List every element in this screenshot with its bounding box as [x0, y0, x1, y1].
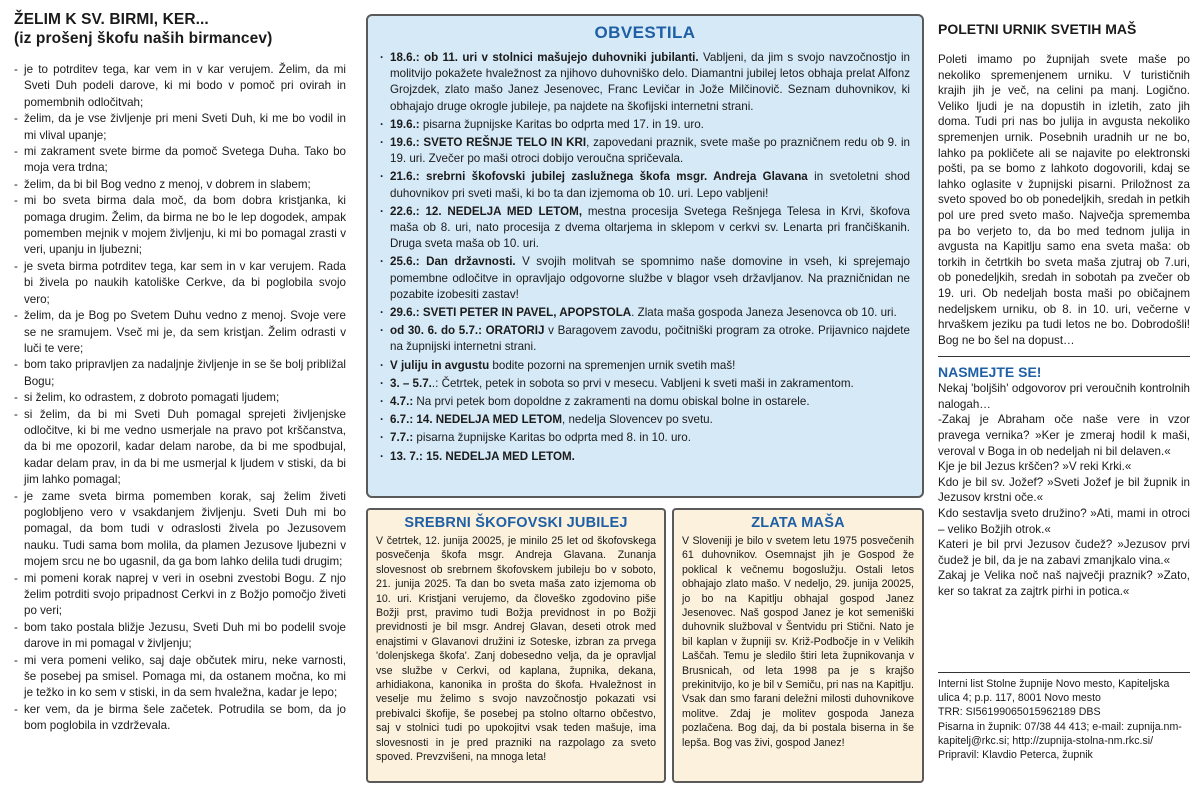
notice-item — [380, 135, 910, 167]
jubilee-box — [366, 508, 666, 783]
summer-schedule-title: POLETNI URNIK SVETIH MAŠ — [938, 21, 1137, 37]
notice-item — [380, 323, 910, 355]
list-item: - mi bo sveta birma dala moč, da bom dobra kristjanka, ki pomaga drugim. Želim, da birma ne bo le lep dogodek, ampak pomemben mejnik v mojem življenju, ki mi bo pomagal zrasti v veri, upanju in ljubezni; — [14, 193, 346, 259]
list-item: - mi pomeni korak naprej v veri in osebni zvestobi Bogu. Z njo želim potrditi svojo pripadnost Cerkvi in z Božjo pomočjo živeti po veri; — [14, 571, 346, 620]
notice-item-bold: 4.7.: — [390, 395, 414, 409]
notice-item-text: bodite pozorni na spremenjen urnik svetih maš! — [489, 358, 736, 372]
joke-line: Kdo sestavlja sveto družino? »Ati, mami in otroci – veliko Božjih otrok.« — [938, 507, 1190, 536]
notice-item-text: pisarna župnijske Karitas bo odprta med 8. in 10. uro. — [413, 431, 691, 445]
notice-item — [380, 254, 910, 303]
notice-item — [380, 117, 910, 133]
notice-item — [380, 305, 910, 321]
impressum-contact: Pisarna in župnik: 07/38 44 413; e-mail: zupnija.nm-kapitelj@rkc.si; http://zupnija-stolna-nm.rkc.si/ — [938, 720, 1182, 747]
notice-item — [380, 50, 910, 115]
notice-item-bold: 18.6.: ob 11. uri v stolnici mašujejo duhovniki jubilanti. — [390, 51, 699, 64]
notice-item — [380, 394, 910, 410]
birmanci-title: ŽELIM K SV. BIRMI, KER... — [14, 11, 209, 28]
impressum-publisher: Interni list Stolne župnije Novo mesto, Kapiteljska ulica 4; p.p. 117, 8001 Novo mesto — [938, 678, 1170, 705]
notice-item-text: in svetoletni shod duhovnikov pri sveti maši, ki bo ta dan izjemoma ob 10. uri. Lepo vabljeni! — [390, 170, 910, 200]
notice-item-text: . Zlata maša gospoda Janeza Jesenovca ob 10. uri. — [631, 306, 897, 320]
notice-item-text: Vabljeni, da jim s svojo navzočnostjo in molitvijo pokažete hvaležnost za njihovo duhovniško delo. Diamantni jubilej letos obhaja prelat Alfonz Grojzdek, zlato mašo Janez Jesenovec, Franc Levičar in Jože Milčinovič. Seznam duhovnikov, ki obhajajo druge okrogle jubileje, pa najdete na škofijski internetni strani. — [390, 51, 910, 113]
notice-item — [380, 376, 910, 392]
notice-item-text: V svojih molitvah se spomnimo naše domovine in vseh, ki sprejemajo pomembne odločitve in opravljajo odgovorne službe v blagor vseh državljanov. Na prazničnidan ne pozabite izobesiti zastav! — [390, 255, 910, 301]
notice-item — [380, 358, 910, 374]
notice-item-bold: od 30. 6. do 5.7.: ORATORIJ — [390, 324, 545, 338]
notice-item-bold: 6.7.: 14. NEDELJA MED LETOM — [390, 413, 563, 427]
list-item: - želim, da je vse življenje pri meni Sveti Duh, ki me bo vodil in mi vlival upanje; — [14, 111, 346, 144]
notice-item — [380, 169, 910, 201]
list-item: - bom tako postala bližje Jezusu, Sveti Duh mi bo podelil svoje darove in mi pomagal v življenju; — [14, 620, 346, 653]
list-item: - želim, da bi bil Bog vedno z menoj, v dobrem in slabem; — [14, 177, 346, 193]
notice-item — [380, 204, 910, 253]
golden-mass-box — [672, 508, 924, 783]
notices-column — [366, 14, 924, 498]
birmanci-column — [14, 10, 346, 735]
list-item: - si želim, ko odrastem, z dobroto pomagati ljudem; — [14, 390, 346, 406]
list-item: - želim, da je Bog po Svetem Duhu vedno z menoj. Svoje vere se ne sramujem. Vseč mi je, da sem kristjan. Želim odrasti v luči te vere; — [14, 308, 346, 357]
impressum — [938, 672, 1190, 762]
notice-item-text: .: Četrtek, petek in sobota so prvi v mesecu. Vabljeni k sveti maši in zakramentom. — [431, 376, 854, 390]
notice-item-bold: 7.7.: — [390, 431, 414, 445]
notice-item-bold: 19.6.: SVETO REŠNJE TELO IN KRI — [390, 136, 587, 150]
golden-mass-body: V Sloveniji je bilo v svetem letu 1975 posvečenih 61 duhovnikov. Osemnajst jih je Gospod že poklical k večnemu bogoslužju. Ostali letos obhajajo zlato mašo. V nedeljo, 29. junija 20025, jo bo na Kapitlju obhajal gospod Janez Jesenovec. Naš gospod Janez je kot semeniški duhovnik služboval v Šentvidu pri Stični. Nato je bil kaplan v župniji sv. Križ-Podbočje in v Velikih Laščah. Temu je sledilo štiri leta župnikovanja v Brusnicah, od leta 1998 pa je s krajšo prekinitvijo, ko je bil v Semiču, pri nas na Kapitlju. Vsak dan smo farani deležni milosti duhovnikove molitve. Zdaj je molitev gospoda Janeza pozlačena. Bog daj, da bi postala biserna in še lepša. Bog vas živi, gospod Janez! — [682, 535, 914, 749]
list-item: - si želim, da bi mi Sveti Duh pomagal sprejeti življenjske odločitve, ki bi me vedno usmerjale na pravo pot krščanstva, da bi me opozoril, kadar delam narobe, da bi me spodbujal, kadar delam prav, in da bi me usmerjal k ljudem v stiski, da bi jim lahko pomagal; — [14, 407, 346, 489]
notice-item-bold: 22.6.: 12. NEDELJA MED LETOM, — [390, 204, 583, 218]
notices-list — [380, 50, 910, 465]
notice-item-text: , zapovedani praznik, svete maše po prazničnem redu ob 9. in 19. uri. Zvečer po maši otroci dobijo veroučna spričevala. — [390, 136, 910, 166]
joke-line: Kje je bil Jezus krščen? »V reki Krki.« — [938, 460, 1132, 474]
list-item: - ker vem, da je birma šele začetek. Potrudila se bom, da jo bom poglobila in vzdrževala. — [14, 702, 346, 735]
birmanci-subtitle: (iz prošenj škofu naših birmancev) — [14, 30, 273, 47]
notices-box — [366, 14, 924, 498]
impressum-author: Pripravil: Klavdio Peterca, župnik — [938, 749, 1093, 762]
jubilee-title: SREBRNI ŠKOFOVSKI JUBILEJ — [404, 515, 628, 531]
divider — [938, 356, 1190, 357]
jubilee-body: V četrtek, 12. junija 20025, je minilo 25 let od škofovskega posvečenja škofa msgr. Andreja Glavana. Zunanja slovesnost ob srebrnem škofovskem jubileju bo v soboto, 21. junija 2025. Ta dan bo sveta maša zato izjemoma ob 10. uri. Kristjani verujemo, da človeško zgodovino piše Božji prst, pravimo tudi Božja previdnost in po Božji previdnosti je bil msgr. Andrej Glavan, deseti otrok med enajstimi v Glavanovi družini iz Soteske, izbran za prvega 'dolenjskega škofa'. Zanj dobesedno velja, da je opravljal vse službe v Cerkvi, od kaplana, župnika, dekana, arhidiakona, kanonika in prošta do škofa. Hvaležnost in veselje mu želimo s svojo navzočnostjo pokazati vsi prebivalci škofije, še posebej pa stolno oltarno občestvo, saj v stolnici tudi po upokojitvi vsak teden mašuje, ima slovesnosti in je pred prazniki na razpolago za sveto spoved. Prevzvišeni, na mnoga leta! — [376, 535, 656, 764]
list-item: - bom tako pripravljen za nadaljnje življenje in se še bolj približal Bogu; — [14, 357, 346, 390]
golden-mass-title: ZLATA MAŠA — [751, 515, 845, 531]
joke-line: Nekaj 'boljših' odgovorov pri veroučnih kontrolnih nalogah… — [938, 382, 1190, 411]
list-item: - je sveta birma potrditev tega, kar sem in v kar verujem. Rada bi živela po naukih katoliške Cerkve, da bi poglobila svojo vero; — [14, 259, 346, 308]
laugh-title: NASMEJTE SE! — [938, 364, 1042, 381]
notice-item — [380, 412, 910, 428]
notice-item-text: v Baragovem zavodu, počitniški program za otroke. Prijavnico najdete na župnijski internetni strani. — [390, 324, 910, 354]
right-column — [938, 20, 1190, 600]
impressum-bank: TRR: SI56199065015962189 DBS — [938, 706, 1101, 719]
joke-line: Kateri je bil prvi Jezusov čudež? »Jezusov prvi čudež je bil, da je na zabavi zmanjkalo vina.« — [938, 538, 1190, 567]
notice-item-bold: 3. – 5.7. — [390, 376, 432, 390]
notice-item-text: Na prvi petek bom dopoldne z zakramenti na domu obiskal bolne in ostarele. — [413, 395, 810, 409]
notice-item — [380, 430, 910, 446]
joke-line: Zakaj je Velika noč naš največji praznik? »Zato, ker so takrat za zajtrk pirhi in potica.« — [938, 569, 1190, 598]
notice-item-bold: 13. 7.: 15. NEDELJA MED LETOM. — [390, 449, 575, 463]
list-item: - je zame sveta birma pomemben korak, saj želim živeti pogloblјeno vero v vsakdanjem življenju. Sveti Duh mi bo pomagal, da bom tudi v odraslosti živela po Jezusovem nauku. Tudi sama bom molila, da plamen Jezusove ljubezni v mojem srcu ne bo ugasnil, da ga bom lahko delila tudi drugim; — [14, 489, 346, 571]
list-item: - je to potrditev tega, kar vem in v kar verujem. Želim, da mi Sveti Duh podeli darove, ki mi bodo v pomoč pri ovirah in pomembnih odločitvah; — [14, 62, 346, 111]
notice-item-bold: 19.6.: — [390, 117, 420, 131]
joke-line: -Zakaj je Abraham oče naše vere in vzor pravega vernika? »Ker je zmeraj hodil k maši, veroval v Boga in ob nedeljah ni bil delaven.« — [938, 413, 1190, 458]
notice-item — [380, 449, 910, 465]
joke-line: Kdo je bil sv. Jožef? »Sveti Jožef je bil župnik in Jezusov krstni oče.« — [938, 475, 1190, 505]
notice-item-bold: V juliju in avgustu — [390, 358, 490, 372]
list-item: - mi vera pomeni veliko, saj daje občutek miru, neke varnosti, še posebej pa smisel. Pomaga mi, da ostanem močna, ko mi je težko in ko sem v stiski, in da sem hvaležna, kadar je lepo; — [14, 653, 346, 702]
notice-item-bold: 21.6.: srebrni škofovski jubilej zaslužnega škofa msgr. Andreja Glavana — [390, 170, 808, 184]
summer-schedule-body: Poleti imamo po župnijah svete maše po nekoliko spremenjenem urniku. V turističnih krajih jih je več, na celini pa manj. Logično. Veliko ljudi je na dopustih in izletih, zato jih doma. Tudi pri nas bo julija in avgusta nekoliko spremenjen urnik. Posebnih uradnih ur ne bo, lahko pa pokličete ali se najavite po elektronski pošti, pa se bomo z lahkoto dogovorili, kdaj se lahko oglasite v župnijski pisarni. Priložnost za sveto spoved bo ob ponedeljkih, sredah in petkih pol ure pred sveto mašo. Največja sprememba pa bo verjeto to, da bo med tednom julija in avgusta na Kapitlju samo ena sveta maša: ob torkih in četrtkih bo sveta maša zjutraj ob 7.uri, ob ponedeljkih, sredah in sobotah pa zvečer ob 19. uri. Ob nedeljah bosta maši po običajnem nedeljskem urniku, ob 8. in 10. uri, večerne v hrvaškem jeziku pa tudi letos ne bo. Dobrodošli! Bog ne bo šel na dopust… — [938, 53, 1190, 347]
notice-item-bold: 29.6.: SVETI PETER IN PAVEL, APOPSTOLA — [390, 306, 632, 320]
notice-item-text: pisarna župnijske Karitas bo odprta med 17. in 19. uro. — [419, 117, 704, 131]
notice-item-text: mestna procesija Svetega Rešnjega Telesa in Krvi, škofova maša ob 8. uri, nato procesija z dvema oltarjema in sklepom v cerkvi sv. Lenarta pri frančiškanih. Druga sveta maša ob 10. uri. — [390, 204, 910, 251]
list-item: - mi zakrament svete birme da pomoč Svetega Duha. Tako bo moja vera trdna; — [14, 144, 346, 177]
notice-item-text: , nedelja Slovencev po svetu. — [562, 413, 713, 427]
notices-title: OBVESTILA — [594, 23, 696, 42]
notice-item-bold: 25.6.: Dan državnosti. — [390, 255, 516, 269]
birmanci-list — [14, 62, 346, 735]
